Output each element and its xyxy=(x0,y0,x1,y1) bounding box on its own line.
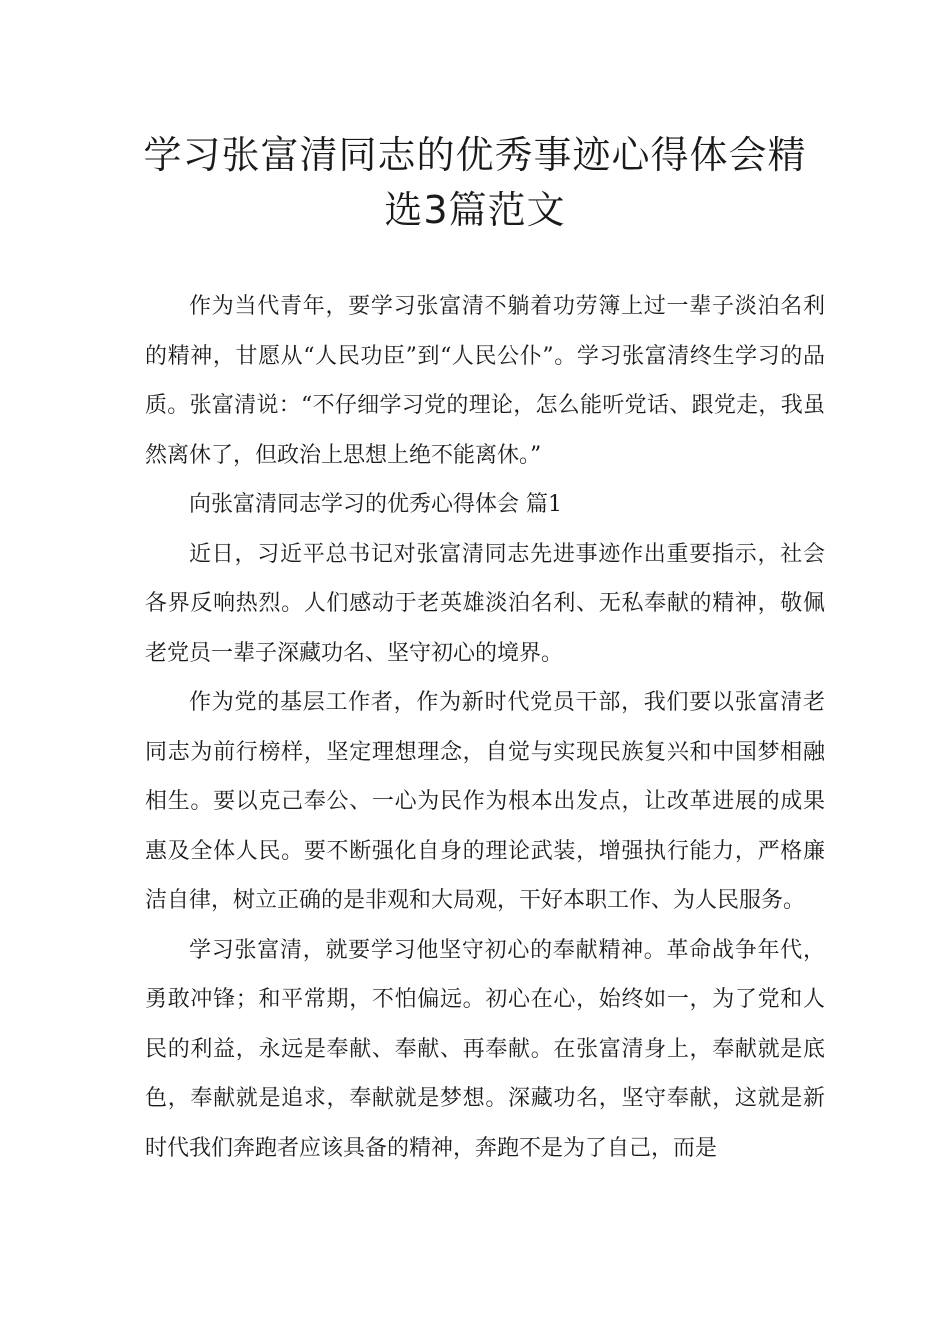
document-title xyxy=(140,128,810,238)
paragraph-2: 作为党的基层工作者，作为新时代党员干部，我们要以张富清老同志为前行榜样，坚定理想理念，自觉与实现民族复兴和中国梦相融相生。要以克己奉公、一心为民作为根本出发点，让改革进展的成果惠及全体人民。要不断强化自身的理论武装，增强执行能力，严格廉洁自律，树立正确的是非观和大局观，干好本职工作、为人民服务。 xyxy=(145,690,825,913)
title-line-2: 选3篇范文 xyxy=(384,188,566,232)
paragraph-3: 学习张富清，就要学习他坚守初心的奉献精神。革命战争年代，勇敢冲锋；和平常期，不怕偏远。初心在心，始终如一，为了党和人民的利益，永远是奉献、奉献、再奉献。在张富清身上，奉献就是底色，奉献就是追求，奉献就是梦想。深藏功名，坚守奉献，这就是新时代我们奔跑者应该具备的精神，奔跑不是为了自己，而是 xyxy=(145,937,825,1161)
paragraph-intro: 作为当代青年，要学习张富清不躺着功劳簿上过一辈子淡泊名利的精神，甘愿从“人民功臣”到“人民公仆”。学习张富清终生学习的品质。张富清说：“不仔细学习党的理论，怎么能听党话、跟党走，我虽然离休了，但政治上思想上绝不能离休。” xyxy=(145,294,825,468)
paragraph-1: 近日，习近平总书记对张富清同志先进事迹作出重要指示，社会各界反响热烈。人们感动于老英雄淡泊名利、无私奉献的精神，敬佩老党员一辈子深藏功名、坚守初心的境界。 xyxy=(145,541,825,666)
document-body xyxy=(145,282,825,1173)
title-line-1: 学习张富清同志的优秀事迹心得体会精 xyxy=(143,133,807,177)
section-heading: 向张富清同志学习的优秀心得体会 篇1 xyxy=(189,492,562,517)
